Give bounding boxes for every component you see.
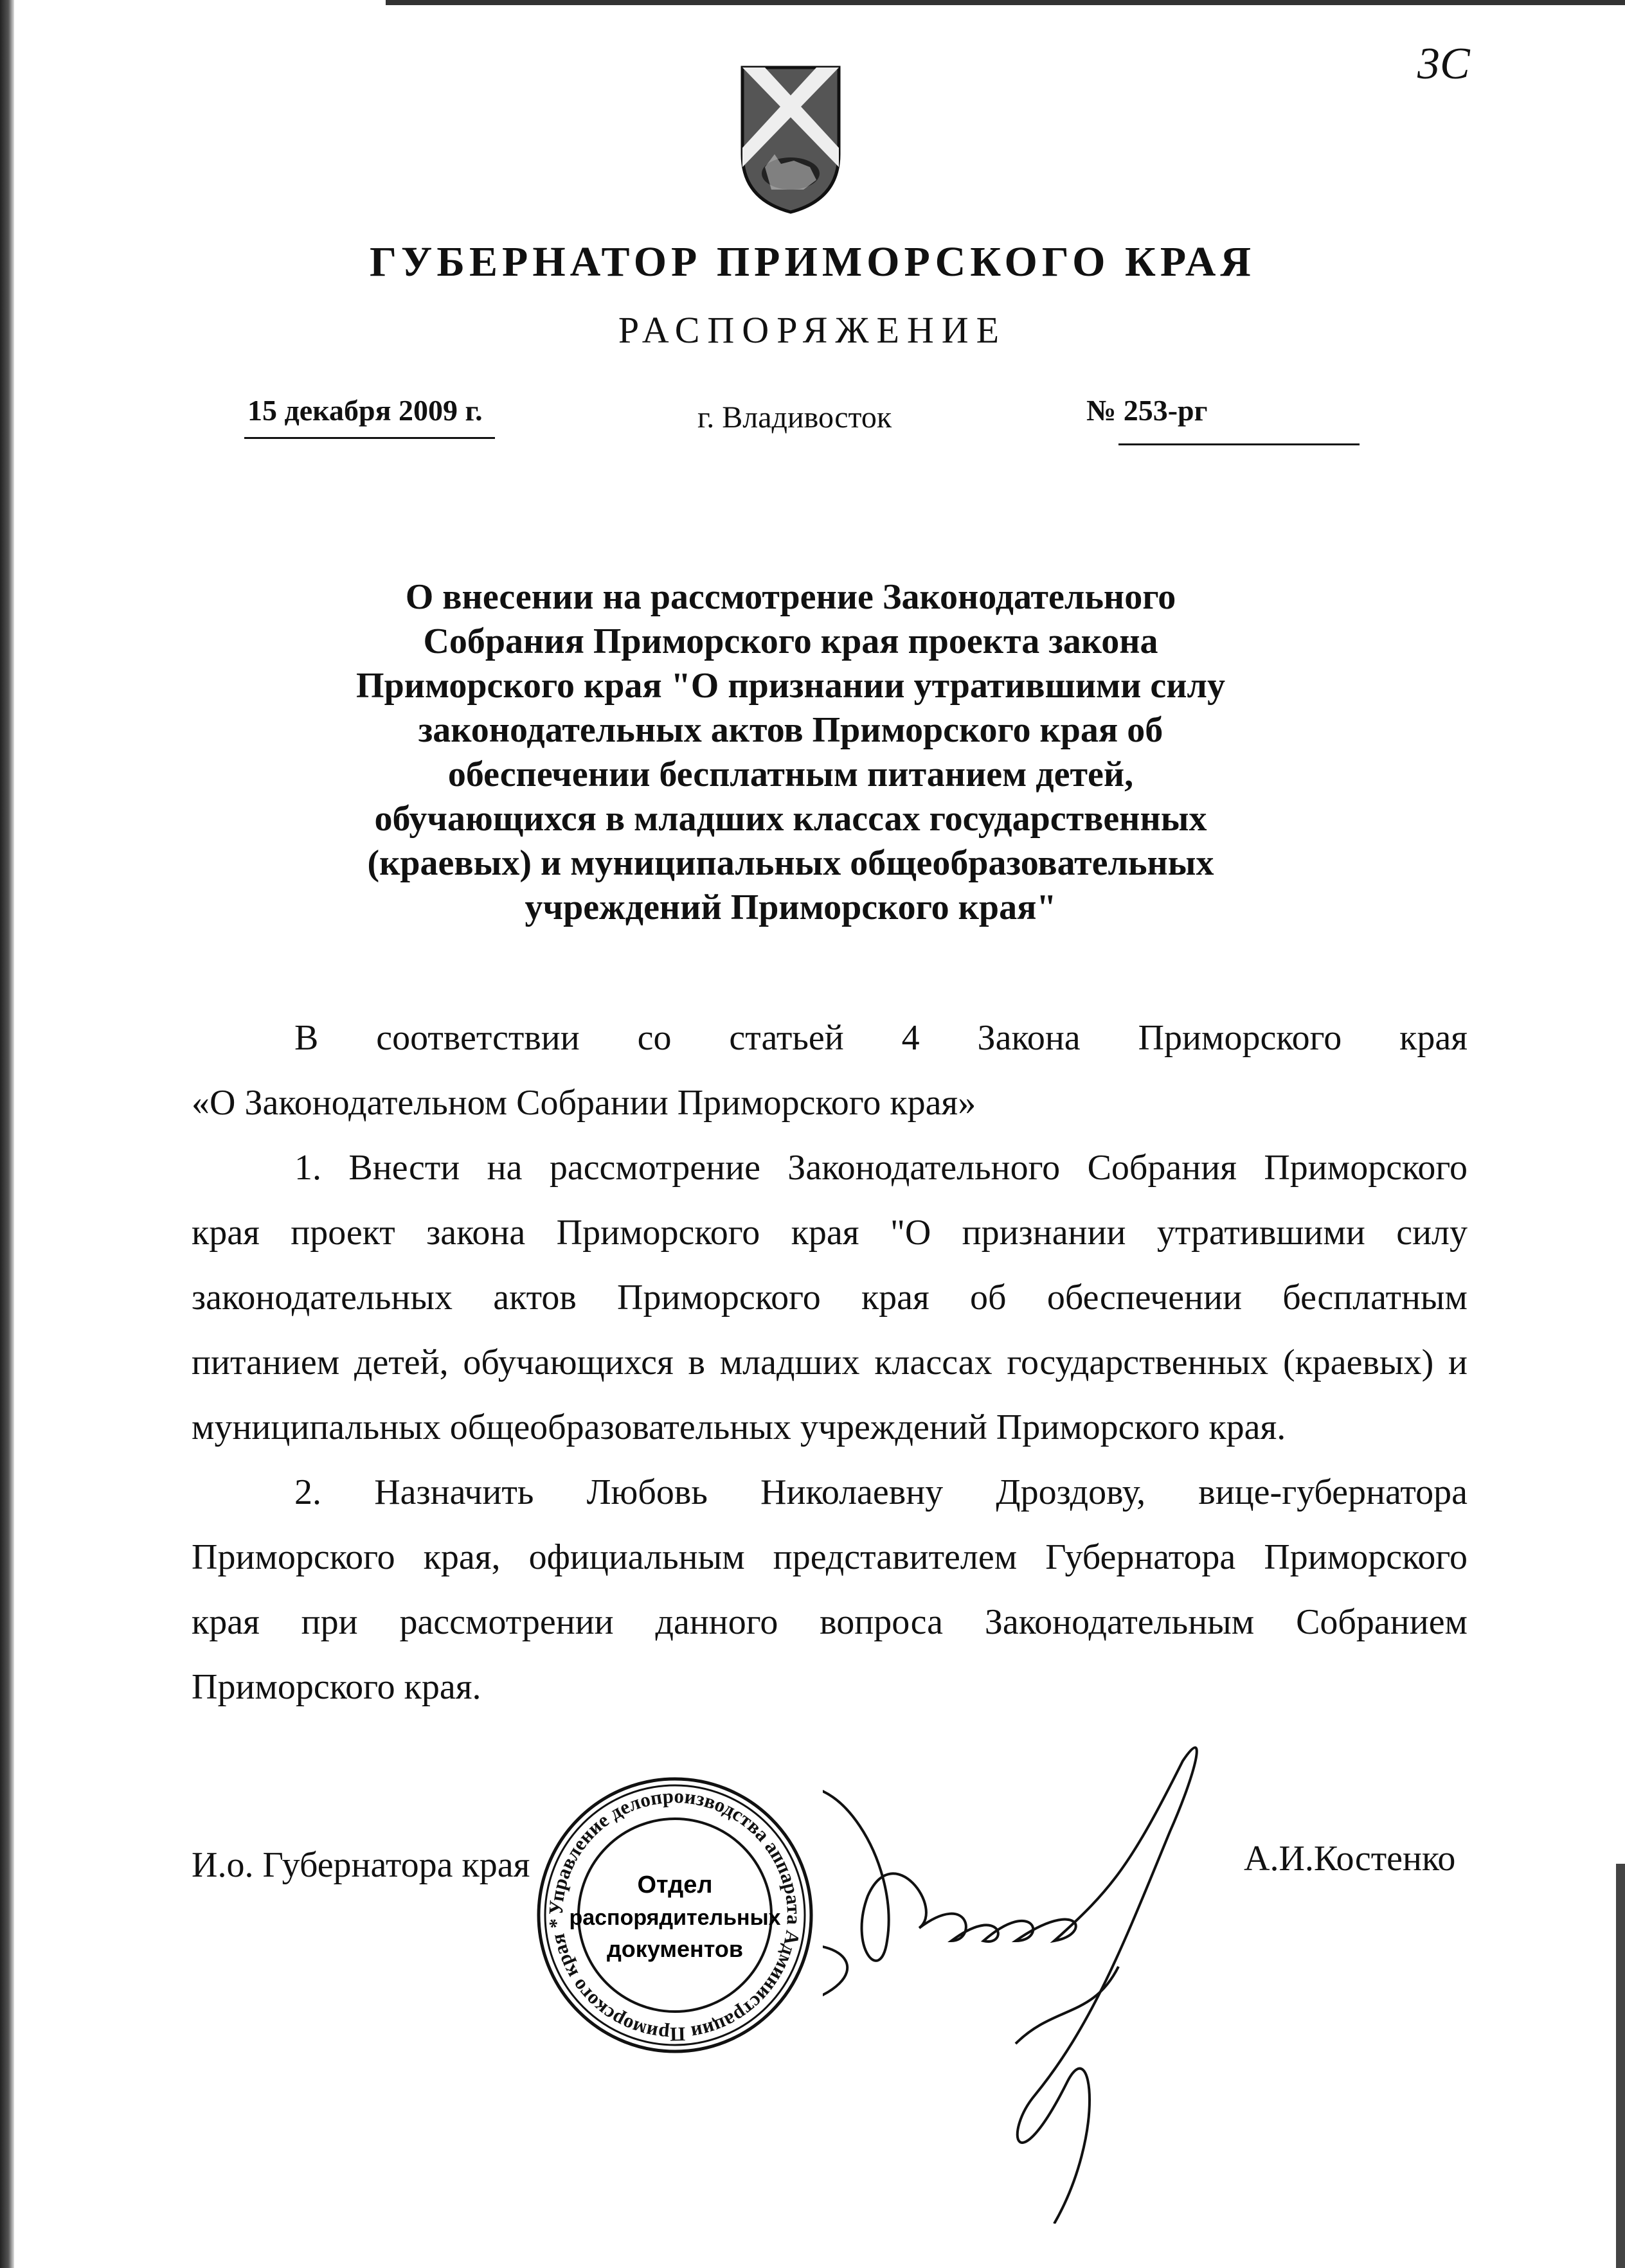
document-body — [192, 1006, 1468, 1720]
body-line: Приморского края. — [192, 1667, 481, 1707]
body-line: края проект закона Приморского края "О признании утратившими силу — [192, 1213, 1468, 1253]
document-city: г. Владивосток — [697, 400, 892, 434]
heading-line: обучающихся в младших классах государственных — [374, 799, 1207, 839]
stamp-center-line: распорядительных — [569, 1906, 781, 1930]
body-line: 2. Назначить Любовь Николаевну Дроздову, вице-губернатора — [294, 1472, 1468, 1512]
number-underline — [1118, 443, 1360, 445]
stamp-center-line: Отдел — [637, 1871, 713, 1898]
handwritten-note: 3С — [1417, 39, 1470, 89]
body-line: законодательных актов Приморского края об обеспечении бесплатным — [192, 1278, 1468, 1317]
signatory-name: А.И.Костенко — [1244, 1839, 1456, 1879]
heading-line: (краевых) и муниципальных общеобразовательных — [367, 843, 1214, 883]
document-type: РАСПОРЯЖЕНИЕ — [618, 309, 1007, 351]
document-date: 15 декабря 2009 г. — [247, 394, 483, 427]
scan-edge-top — [386, 0, 1625, 5]
heading-line: Приморского края "О признании утратившими силу — [356, 666, 1225, 706]
document-heading — [257, 575, 1324, 930]
official-stamp — [534, 1774, 816, 2057]
heading-line: Собрания Приморского края проекта закона — [423, 621, 1158, 661]
scan-edge-right — [1616, 1864, 1625, 2268]
stamp-center-line: документов — [606, 1936, 744, 1962]
body-line: В соответствии со статьей 4 Закона Приморского края — [294, 1018, 1468, 1058]
body-line: «О Законодательном Собрании Приморского края» — [192, 1083, 976, 1123]
stamp-ring-text: Управление делопроизводства аппарата Администрации Приморского края * — [544, 1784, 806, 2046]
body-line: Приморского края, официальным представителем Губернатора Приморского — [192, 1537, 1468, 1577]
body-line: муниципальных общеобразовательных учреждений Приморского края. — [192, 1407, 1286, 1447]
heading-line: законодательных актов Приморского края об — [418, 710, 1163, 750]
body-line: питанием детей, обучающихся в младших классах государственных (краевых) и — [192, 1343, 1468, 1382]
body-line: края при рассмотрении данного вопроса Законодательным Собранием — [192, 1602, 1468, 1642]
signatory-title: И.о. Губернатора края — [192, 1845, 530, 1885]
date-underline — [244, 437, 495, 439]
issuer-title: ГУБЕРНАТОР ПРИМОРСКОГО КРАЯ — [369, 238, 1256, 285]
body-line: 1. Внести на рассмотрение Законодательного Собрания Приморского — [294, 1148, 1468, 1188]
document-number: № 253-рг — [1086, 394, 1208, 427]
heading-line: обеспечении бесплатным питанием детей, — [447, 755, 1134, 794]
coat-of-arms-emblem — [739, 64, 842, 215]
handwritten-signature — [823, 1735, 1286, 2224]
heading-line: О внесении на рассмотрение Законодательного — [405, 577, 1176, 617]
heading-line: учреждений Приморского края" — [525, 888, 1057, 927]
